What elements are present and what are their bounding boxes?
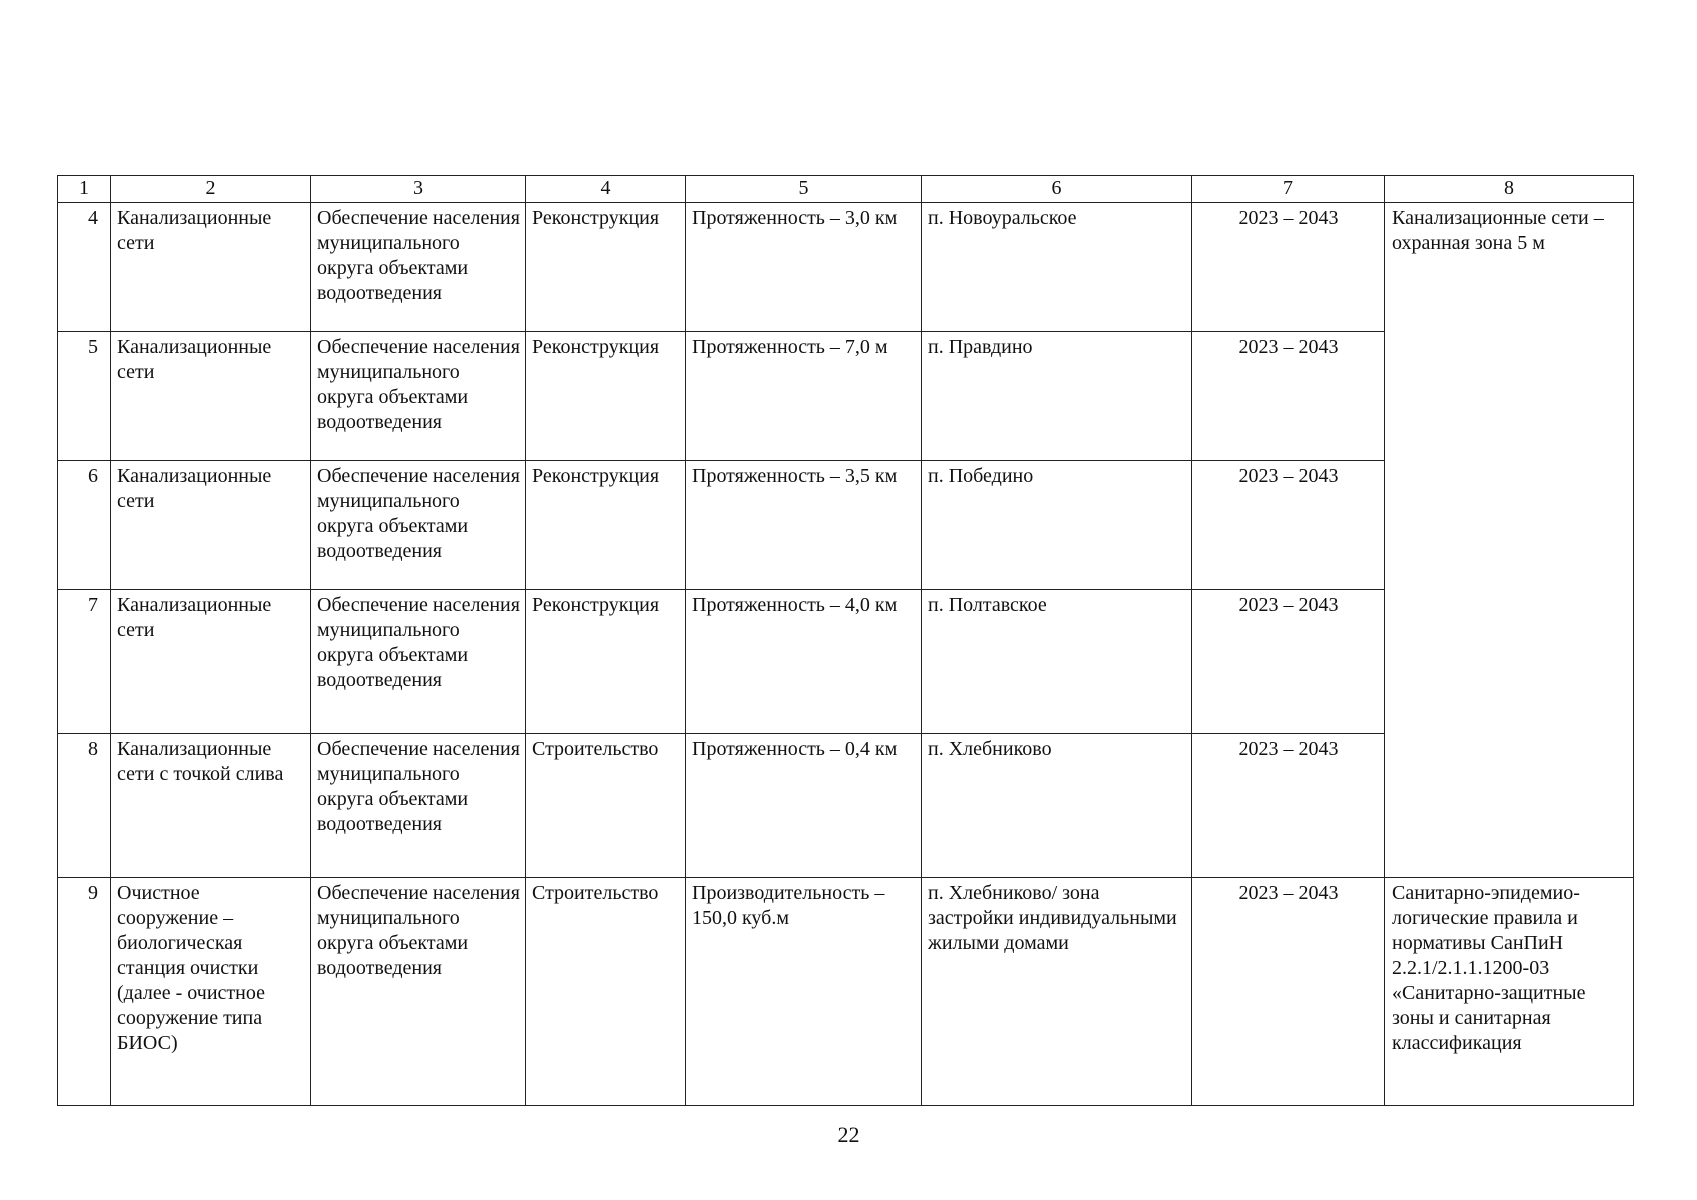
column-number: 7 — [1192, 176, 1385, 203]
purpose-cell: Обеспечение населения муниципального округа объектами водоотведения — [311, 332, 526, 461]
table-row — [58, 878, 1634, 1106]
row-number: 4 — [58, 203, 111, 332]
period-cell: 2023 – 2043 — [1192, 734, 1385, 878]
location-cell: п. Правдино — [922, 332, 1192, 461]
zone-cell: Санитарно-эпидемио-логические правила и нормативы СанПиН 2.2.1/2.1.1.1200-03 «Санитарно-защитные зоны и санитарная классификация — [1385, 878, 1634, 1106]
work-type-cell: Строительство — [526, 878, 686, 1106]
location-cell: п. Новоуральское — [922, 203, 1192, 332]
location-cell: п. Полтавское — [922, 590, 1192, 734]
column-number: 5 — [686, 176, 922, 203]
purpose-cell: Обеспечение населения муниципального округа объектами водоотведения — [311, 734, 526, 878]
characteristic-cell: Протяженность – 3,0 км — [686, 203, 922, 332]
period-cell: 2023 – 2043 — [1192, 203, 1385, 332]
period-cell: 2023 – 2043 — [1192, 878, 1385, 1106]
column-number: 2 — [111, 176, 311, 203]
purpose-cell: Обеспечение населения муниципального округа объектами водоотведения — [311, 878, 526, 1106]
object-name-cell: Канализационные сети — [111, 590, 311, 734]
object-name-cell: Канализационные сети — [111, 203, 311, 332]
characteristic-cell: Протяженность – 0,4 км — [686, 734, 922, 878]
column-number: 1 — [58, 176, 111, 203]
period-cell: 2023 – 2043 — [1192, 590, 1385, 734]
measures-table — [57, 175, 1634, 1106]
column-number: 6 — [922, 176, 1192, 203]
characteristic-cell: Протяженность – 4,0 км — [686, 590, 922, 734]
location-cell: п. Хлебниково/ зона застройки индивидуальными жилыми домами — [922, 878, 1192, 1106]
table-row — [58, 203, 1634, 332]
row-number: 9 — [58, 878, 111, 1106]
characteristic-cell: Протяженность – 7,0 м — [686, 332, 922, 461]
work-type-cell: Реконструкция — [526, 332, 686, 461]
row-number: 7 — [58, 590, 111, 734]
work-type-cell: Реконструкция — [526, 461, 686, 590]
purpose-cell: Обеспечение населения муниципального округа объектами водоотведения — [311, 590, 526, 734]
row-number: 6 — [58, 461, 111, 590]
object-name-cell: Канализационные сети — [111, 461, 311, 590]
work-type-cell: Строительство — [526, 734, 686, 878]
period-cell: 2023 – 2043 — [1192, 461, 1385, 590]
location-cell: п. Победино — [922, 461, 1192, 590]
row-number: 8 — [58, 734, 111, 878]
purpose-cell: Обеспечение населения муниципального округа объектами водоотведения — [311, 203, 526, 332]
object-name-cell: Канализационные сети с точкой слива — [111, 734, 311, 878]
row-number: 5 — [58, 332, 111, 461]
purpose-cell: Обеспечение населения муниципального округа объектами водоотведения — [311, 461, 526, 590]
work-type-cell: Реконструкция — [526, 203, 686, 332]
work-type-cell: Реконструкция — [526, 590, 686, 734]
column-number: 8 — [1385, 176, 1634, 203]
column-number-row — [58, 176, 1634, 203]
page-number: 22 — [837, 1122, 860, 1147]
location-cell: п. Хлебниково — [922, 734, 1192, 878]
period-cell: 2023 – 2043 — [1192, 332, 1385, 461]
object-name-cell: Очистное сооружение – биологическая станция очистки (далее - очистное сооружение типа БИОС) — [111, 878, 311, 1106]
characteristic-cell: Производительность – 150,0 куб.м — [686, 878, 922, 1106]
zone-cell: Канализационные сети – охранная зона 5 м — [1385, 203, 1634, 878]
object-name-cell: Канализационные сети — [111, 332, 311, 461]
column-number: 3 — [311, 176, 526, 203]
characteristic-cell: Протяженность – 3,5 км — [686, 461, 922, 590]
column-number: 4 — [526, 176, 686, 203]
